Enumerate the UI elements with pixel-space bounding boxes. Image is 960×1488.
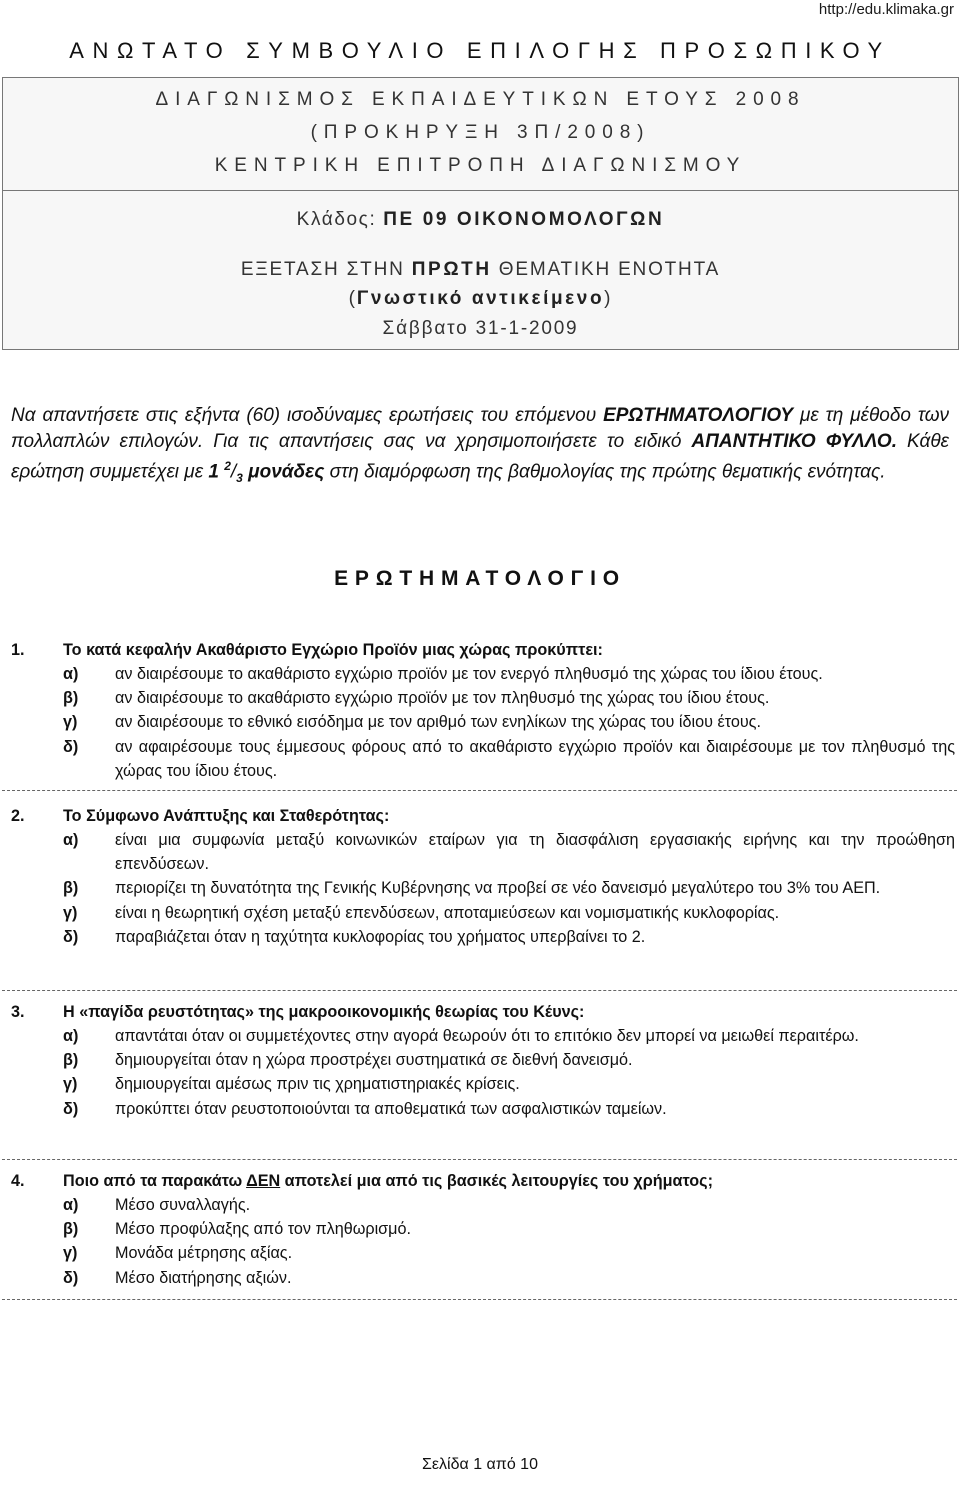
- instr-text-1: Να απαντήσετε στις εξήντα (60) ισοδύναμες ερωτήσεις του επόμενου: [11, 405, 604, 426]
- question-number: 4.: [11, 1172, 25, 1190]
- option-label: α): [63, 1196, 79, 1214]
- question-text-post: αποτελεί μια από τις βασικές λειτουργίες του χρήματος;: [280, 1172, 713, 1190]
- proclamation: (ΠΡΟΚΗΡΥΞΗ 3Π/2008): [310, 122, 651, 143]
- question-2: [11, 804, 955, 949]
- option-label: γ): [63, 903, 78, 922]
- option-label: δ): [63, 737, 79, 756]
- option-text: Μέσο συναλλαγής.: [115, 1196, 251, 1214]
- question-number: 1.: [11, 641, 25, 659]
- branch-value: ΠΕ 09 ΟΙΚΟΝΟΜΟΛΟΓΩΝ: [383, 209, 665, 230]
- question-text: Το Σύμφωνο Ανάπτυξης και Σταθερότητας:: [63, 807, 390, 825]
- option-text: περιορίζει τη δυνατότητα της Γενικής Κυβέρνησης να προβεί σε νέο δανεισμό μεγαλύτερο του 3% του ΑΕΠ.: [115, 879, 881, 898]
- question-header: [11, 638, 955, 662]
- option-a[interactable]: [11, 662, 955, 686]
- questionnaire-title: ΕΡΩΤΗΜΑΤΟΛΟΓΙΟ: [334, 567, 626, 590]
- option-label: γ): [63, 1075, 78, 1094]
- option-text: παραβιάζεται όταν η ταχύτητα κυκλοφορίας του χρήματος υπερβαίνει το 2.: [115, 927, 646, 946]
- exam-line: [3, 259, 958, 281]
- option-a[interactable]: [11, 1024, 955, 1048]
- option-a[interactable]: [11, 828, 955, 876]
- option-d[interactable]: [11, 925, 955, 949]
- option-label: α): [63, 831, 79, 849]
- option-text: είναι η θεωρητική σχέση μεταξύ επενδύσεων, αποταμιεύσεων και νομισματικής κυκλοφορίας.: [115, 903, 780, 922]
- option-text: απαντάται όταν οι συμμετέχοντες στην αγορά θεωρούν ότι το επιτόκιο δεν μπορεί να μειωθεί περαιτέρω.: [115, 1027, 859, 1045]
- option-b[interactable]: [11, 1217, 955, 1241]
- option-b[interactable]: [11, 876, 955, 900]
- instr-text-4: στη διαμόρφωση της βαθμολογίας της πρώτης θεματικής ενότητας.: [324, 461, 886, 483]
- question-1: [11, 638, 955, 783]
- question-number: 3.: [11, 1003, 25, 1021]
- question-divider: [2, 990, 957, 991]
- page-footer: Σελίδα 1 από 10: [422, 1456, 538, 1473]
- option-label: δ): [63, 1268, 79, 1287]
- instr-bold-1: ΕΡΩΤΗΜΑΤΟΛΟΓΙΟΥ: [603, 405, 794, 426]
- exam-post: ΘΕΜΑΤΙΚΗ ΕΝΟΤΗΤΑ: [498, 259, 721, 280]
- option-label: δ): [63, 927, 79, 946]
- question-divider: [2, 790, 957, 791]
- exam-header-box: [2, 77, 959, 350]
- option-text: αν διαιρέσουμε το εθνικό εισόδημα με τον αριθμό των ενηλίκων της χώρας του ίδιου έτους.: [115, 713, 761, 732]
- fraction-whole: 1: [208, 461, 219, 483]
- instr-bold-3: μονάδες: [248, 461, 325, 483]
- fraction-numerator: 2: [224, 459, 231, 473]
- source-url[interactable]: http://edu.klimaka.gr: [818, 1, 954, 18]
- question-divider: [2, 1299, 957, 1300]
- option-b[interactable]: [11, 1048, 955, 1072]
- option-b[interactable]: [11, 686, 955, 710]
- option-text: προκύπτει όταν ρευστοποιούνται τα αποθεματικά των ασφαλιστικών ταμείων.: [115, 1099, 667, 1118]
- question-text: Το κατά κεφαλήν Ακαθάριστο Εγχώριο Προϊόν μιας χώρας προκύπτει:: [63, 641, 603, 659]
- option-text: αν αφαιρέσουμε τους έμμεσους φόρους από το ακαθάριστο εγχώριο προϊόν και διαιρέσουμε με τον πληθυσμό της χώρας του ίδιου έτους.: [115, 737, 955, 780]
- exam-pre: ΕΞΕΤΑΣΗ ΣΤΗΝ: [240, 259, 405, 280]
- instructions: Να απαντήσετε στις εξήντα (60) ισοδύναμες ερωτήσεις του επόμενου ΕΡΩΤΗΜΑΤΟΛΟΓΙΟΥ με τη μέθοδο των πολλαπλών επιλογών. Για τις απαντήσεις σας να χρησιμοποιήσετε το ειδικό ΑΠΑΝΤΗΤΙΚΟ ΦΥΛΛΟ. Κάθε ερώτηση συμμετέχει με 1 $^2/_3$ μονάδες στη διαμόρφωση της βαθμολογίας της πρώτης θεματικής ενότητας.: [11, 405, 950, 486]
- subject-close: ): [604, 288, 613, 309]
- header-divider: [3, 190, 958, 191]
- committee: ΚΕΝΤΡΙΚΗ ΕΠΙΤΡΟΠΗ ΔΙΑΓΩΝΙΣΜΟΥ: [214, 155, 747, 176]
- question-text: [63, 1169, 713, 1193]
- subject-line: [3, 288, 958, 310]
- option-text: Μονάδα μέτρησης αξίας.: [115, 1244, 293, 1263]
- option-label: δ): [63, 1099, 79, 1118]
- question-number: 2.: [11, 807, 25, 825]
- option-c[interactable]: [11, 1241, 955, 1265]
- question-text-negation: ΔΕΝ: [246, 1172, 281, 1190]
- option-text: αν διαιρέσουμε το ακαθάριστο εγχώριο προϊόν με τον ενεργό πληθυσμό της χώρας του ίδιου έτους.: [115, 665, 823, 683]
- question-text: Η «παγίδα ρευστότητας» της μακροοικονομικής θεωρίας του Κέυνς:: [63, 1003, 585, 1021]
- option-c[interactable]: [11, 901, 955, 925]
- question-divider: [2, 1159, 957, 1160]
- option-text: αν διαιρέσουμε το ακαθάριστο εγχώριο προϊόν με τον πληθυσμό της χώρας του ίδιου έτους.: [115, 689, 770, 708]
- option-text: είναι μια συμφωνία μεταξύ κοινωνικών εταίρων για τη διασφάλιση εργασιακής ειρήνης και την προώθηση επενδύσεων.: [115, 831, 955, 874]
- contest-title: ΔΙΑΓΩΝΙΣΜΟΣ ΕΚΠΑΙΔΕΥΤΙΚΩΝ ΕΤΟΥΣ 2008: [155, 89, 806, 110]
- option-d[interactable]: [11, 1097, 955, 1121]
- subject-open: (: [348, 288, 357, 309]
- option-label: γ): [63, 1244, 78, 1263]
- organization-title: ΑΝΩΤΑΤΟ ΣΥΜΒΟΥΛΙΟ ΕΠΙΛΟΓΗΣ ΠΡΟΣΩΠΙΚΟΥ: [69, 38, 891, 63]
- question-header: [11, 804, 955, 828]
- option-c[interactable]: [11, 710, 955, 734]
- subject: Γνωστικό αντικείμενο: [356, 288, 605, 309]
- question-header: [11, 1000, 955, 1024]
- option-c[interactable]: [11, 1072, 955, 1096]
- option-label: β): [63, 879, 79, 898]
- question-text-pre: Ποιο από τα παρακάτω: [63, 1172, 247, 1190]
- instr-text-3: Κάθε ερώτηση συμμετέχει με: [11, 430, 949, 483]
- option-text: Μέσο προφύλαξης από τον πληθωρισμό.: [115, 1220, 411, 1239]
- question-3: [11, 1000, 955, 1121]
- instr-bold-2: ΑΠΑΝΤΗΤΙΚΟ ΦΥΛΛΟ.: [691, 430, 897, 452]
- fraction-denominator: 3: [236, 471, 243, 486]
- option-label: β): [63, 689, 79, 708]
- option-label: γ): [63, 713, 78, 732]
- exam-date: Σάββατο 31-1-2009: [382, 318, 579, 339]
- question-4: [11, 1169, 955, 1290]
- question-header: [11, 1169, 955, 1193]
- option-label: α): [63, 1027, 79, 1045]
- option-d[interactable]: [11, 735, 955, 783]
- option-text: δημιουργείται αμέσως πριν τις χρηματιστηριακές κρίσεις.: [115, 1075, 520, 1094]
- option-a[interactable]: [11, 1193, 955, 1217]
- option-d[interactable]: [11, 1266, 955, 1290]
- branch-line: [3, 209, 958, 231]
- option-label: β): [63, 1051, 79, 1070]
- branch-label: Κλάδος:: [296, 209, 377, 230]
- option-label: α): [63, 665, 79, 683]
- instr-text-2: με τη μέθοδο των πολλαπλών επιλογών. Για τις απαντήσεις σας να χρησιμοποιήσετε το ειδικό: [11, 405, 950, 452]
- exam-bold: ΠΡΩΤΗ: [411, 259, 492, 280]
- option-label: β): [63, 1220, 79, 1239]
- option-text: Μέσο διατήρησης αξιών.: [115, 1268, 292, 1287]
- option-text: δημιουργείται όταν η χώρα προστρέχει συστηματικά σε διεθνή δανεισμό.: [115, 1051, 633, 1070]
